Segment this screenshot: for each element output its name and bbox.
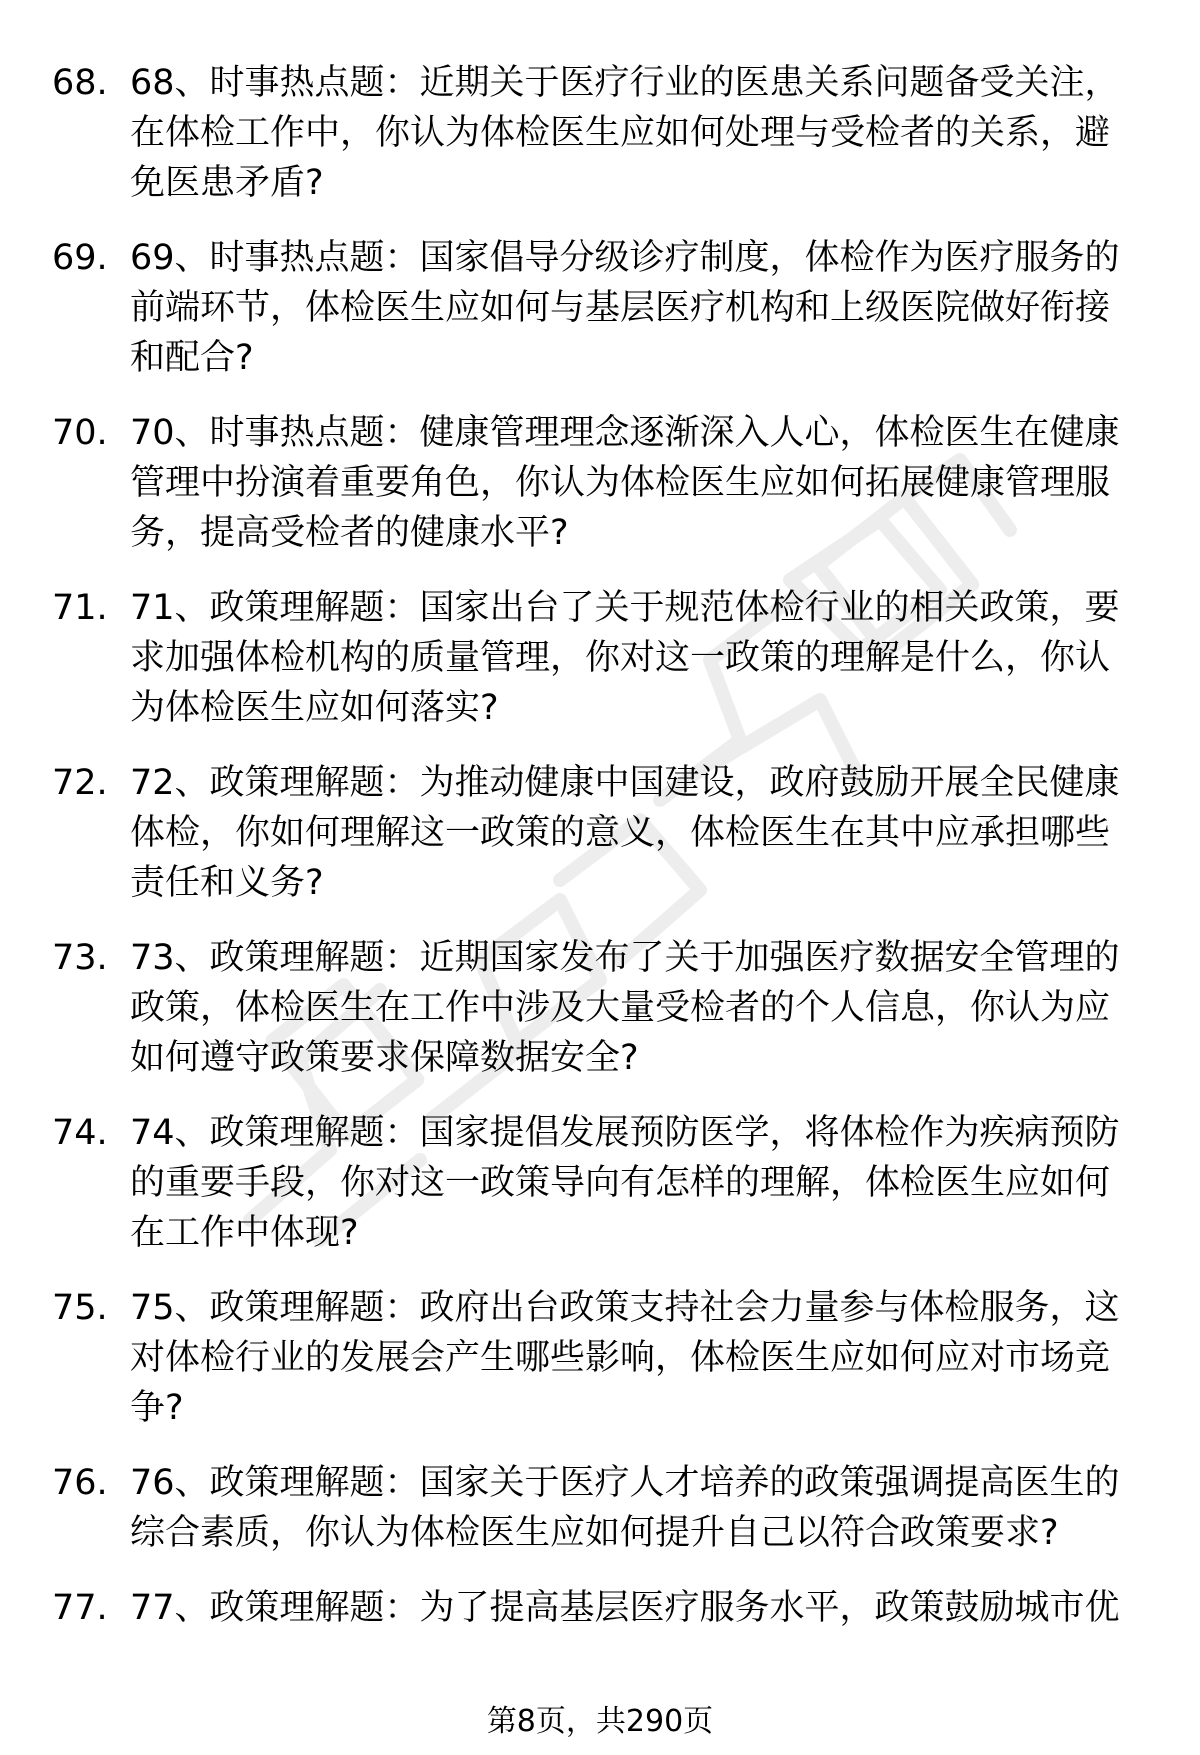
question-number: 77.	[52, 1588, 108, 1628]
question-number: 69.	[52, 238, 108, 278]
question-list	[52, 58, 1142, 1633]
question-text: 69、时事热点题：国家倡导分级诊疗制度，体检作为医疗服务的前端环节，体检医生应如何与基层医疗机构和上级医院做好衔接和配合?	[130, 238, 1120, 378]
list-item	[52, 58, 1142, 208]
list-item	[52, 1108, 1142, 1258]
question-text: 72、政策理解题：为推动健康中国建设，政府鼓励开展全民健康体检，你如何理解这一政策的意义，体检医生在其中应承担哪些责任和义务?	[130, 763, 1120, 903]
list-item	[52, 933, 1142, 1083]
page-footer: 第8页，共290页	[486, 1704, 714, 1739]
list-item	[52, 1458, 1142, 1558]
list-item	[52, 583, 1142, 733]
list-item	[52, 1583, 1142, 1633]
question-number: 72.	[52, 763, 108, 803]
question-text: 73、政策理解题：近期国家发布了关于加强医疗数据安全管理的政策，体检医生在工作中涉及大量受检者的个人信息，你认为应如何遵守政策要求保障数据安全?	[130, 938, 1120, 1078]
question-text: 74、政策理解题：国家提倡发展预防医学，将体检作为疾病预防的重要手段，你对这一政策导向有怎样的理解，体检医生应如何在工作中体现?	[130, 1113, 1120, 1253]
list-item	[52, 408, 1142, 558]
question-number: 68.	[52, 63, 108, 103]
list-item	[52, 233, 1142, 383]
question-number: 75.	[52, 1288, 108, 1328]
question-text: 75、政策理解题：政府出台政策支持社会力量参与体检服务，这对体检行业的发展会产生哪些影响，体检医生应如何应对市场竞争?	[130, 1288, 1120, 1428]
question-text: 68、时事热点题：近期关于医疗行业的医患关系问题备受关注，在体检工作中，你认为体检医生应如何处理与受检者的关系，避免医患矛盾?	[130, 63, 1120, 203]
question-number: 73.	[52, 938, 108, 978]
question-text: 77、政策理解题：为了提高基层医疗服务水平，政策鼓励城市优	[130, 1588, 1120, 1628]
list-item	[52, 758, 1142, 908]
question-text: 71、政策理解题：国家出台了关于规范体检行业的相关政策，要求加强体检机构的质量管理，你对这一政策的理解是什么，你认为体检医生应如何落实?	[130, 588, 1120, 728]
question-number: 76.	[52, 1463, 108, 1503]
list-item	[52, 1283, 1142, 1433]
question-number: 74.	[52, 1113, 108, 1153]
question-text: 70、时事热点题：健康管理理念逐渐深入人心，体检医生在健康管理中扮演着重要角色，你认为体检医生应如何拓展健康管理服务，提高受检者的健康水平?	[130, 413, 1120, 553]
question-number: 70.	[52, 413, 108, 453]
question-text: 76、政策理解题：国家关于医疗人才培养的政策强调提高医生的综合素质，你认为体检医生应如何提升自己以符合政策要求?	[130, 1463, 1120, 1553]
question-number: 71.	[52, 588, 108, 628]
